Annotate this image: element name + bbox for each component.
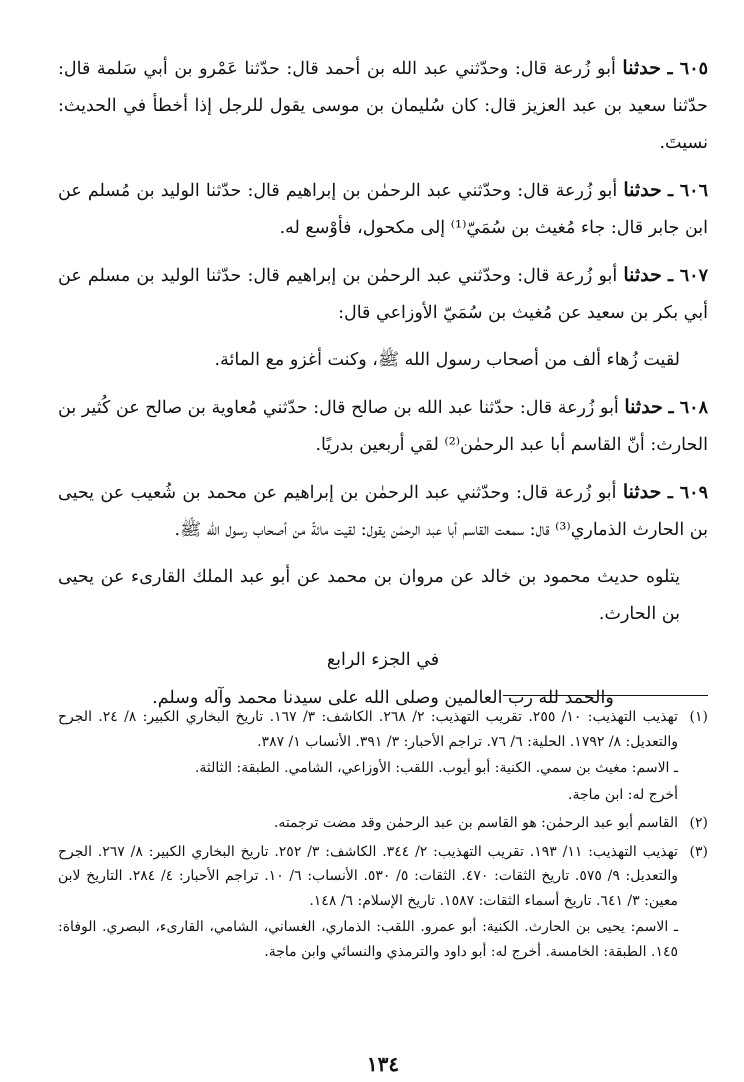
hadith-text: أبو زُرعة قال: وحدّثني عبد الرحمٰن بن إبراهيم قال: حدّثنا الوليد بن مُسلم عن ابن جابر قال: جاء مُغيث بن سُمَيّ⁽¹⁾ إلى مكحول، فأوْسع له. [58, 181, 708, 238]
footnote-marker: (٣) [689, 843, 708, 860]
hadith-keyword: حدثنا [623, 264, 662, 286]
footnote-name-line: ـ الاسم: مغيث بن سمي. الكنية: أبو أيوب. اللقب: الأوزاعي، الشامي. الطبقة: الثالثة. [194, 760, 678, 776]
hadith-607-quote: لقيت زُهاء ألف من أصحاب رسول الله ﷺ، وكنت أغزو مع المائة. [214, 350, 680, 370]
page-number: ١٣٤ [366, 1052, 400, 1076]
hadith-number: ٦٠٧ ـ [668, 266, 708, 286]
footnote-1 [58, 705, 708, 807]
hadith-text: أبو زُرعة قال: وحدّثني عبد الله بن أحمد قال: حدّثنا عَمْرو بن أبي سَلمة قال: حدّثنا سعيد بن عبد العزيز قال: كان سُليمان بن موسى يقول للرجل إذا أخطأ في الحديث: نسيتَ. [58, 59, 708, 153]
footnote-divider [503, 695, 708, 696]
footnote-3 [58, 840, 708, 965]
closing-note: يتلوه حديث محمود بن خالد عن مروان بن محمد عن أبو عبد الملك القارىء عن يحيى بن الحارث. [58, 567, 680, 624]
footnotes [58, 705, 708, 968]
footnote-text: القاسم أبو عبد الرحمٰن: هو القاسم بن عبد الرحمٰن وقد مضت ترجمته. [273, 815, 678, 831]
hadith-keyword: حدثنا [624, 396, 663, 418]
hadith-keyword: حدثنا [622, 481, 662, 503]
hadith-text: أبو زُرعة قال: وحدّثني عبد الرحمٰن بن إبراهيم قال: حدّثنا الوليد بن مسلم عن أبي بكر بن سعيد عن مُغيث بن سُمَيّ الأوزاعي قال: [58, 266, 708, 323]
footnote-text: تهذيب التهذيب: ١٠/ ٢٥٥. تقريب التهذيب: ٢/ ٢٦٨. الكاشف: ٣/ ١٦٧. تاريخ البخاري الكبير: ٨/ ٢٤. الجرح والتعديل: ٨/ ١٧٩٢. الحلية: ٦/ ٧٦. تراجم الأحبار: ٣/ ٣٩١. الأنساب ١/ ٣٨٧. [58, 709, 678, 750]
footnote-extra: أخرج له: ابن ماجة. [568, 786, 678, 803]
footnote-marker: (١) [689, 709, 708, 725]
footnote-2 [58, 811, 708, 836]
hadith-text: أبو زُرعة قال: حدّثنا عبد الله بن صالح قال: حدّثني مُعاوية بن صالح عن كُثير بن الحارث: أنّ القاسم أبا عبد الرحمٰن⁽²⁾ لقي أربعين بدريًا. [58, 398, 708, 455]
footnote-marker: (٢) [689, 815, 708, 831]
closing-praise: والحمد لله رب العالمين وصلى الله على سيدنا محمد وآله وسلم. [152, 688, 614, 708]
footnote-name-line: ـ الاسم: يحيى بن الحارث. الكنية: أبو عمرو. اللقب: الذماري، الغساني، الشامي، القارىء، البصري. الوفاة: ١٤٥. الطبقة: الخامسة. أخرج له: أبو داود والترمذي والنسائي وابن ماجة. [58, 919, 678, 960]
hadith-606 [58, 172, 708, 247]
hadith-number: ٦٠٩ ـ [667, 483, 708, 503]
footnote-text: تهذيب التهذيب: ١١/ ١٩٣. تقريب التهذيب: ٢/ ٣٤٤. الكاشف: ٣/ ٢٥٢. تاريخ البخاري الكبير: ٨/ ٢٦٧. الجرح والتعديل: ٩/ ٥٧٥. تاريخ الثقات: ٤٧٠. الثقات: ٥/ ٥٣٠. الأنساب: ٦/ ١٠. تراجم الأحبار: ٤/ ٢٨٤. التاريخ لابن معين: ٣/ ٦٤١. تاريخ أسماء الثقات: ١٥٨٧. تاريخ الإسلام: ٦/ ١٤٨. [58, 843, 679, 909]
hadith-number: ٦٠٨ ـ [668, 398, 708, 418]
hadith-number: ٦٠٦ ـ [668, 181, 708, 201]
hadith-keyword: حدثنا [623, 179, 662, 201]
hadith-608 [58, 389, 708, 464]
hadith-keyword: حدثنا [622, 57, 661, 79]
hadith-text: أبو زُرعة قال: وحدّثني عبد الرحمٰن بن إبراهيم عن محمد بن شُعيب عن يحيى بن الحارث الذماري⁽³⁾ قال: سمعت القاسم أبا عبد الرحمٰن يقول: لقيت مائةً من أصحاب رسول الله ﷺ. [58, 483, 708, 540]
hadith-607 [58, 257, 708, 332]
hadith-609 [58, 474, 708, 549]
hadith-number: ٦٠٥ ـ [667, 59, 708, 79]
hadith-605 [58, 50, 708, 162]
page-body [58, 50, 708, 1076]
next-part-heading: في الجزء الرابع [326, 650, 440, 670]
